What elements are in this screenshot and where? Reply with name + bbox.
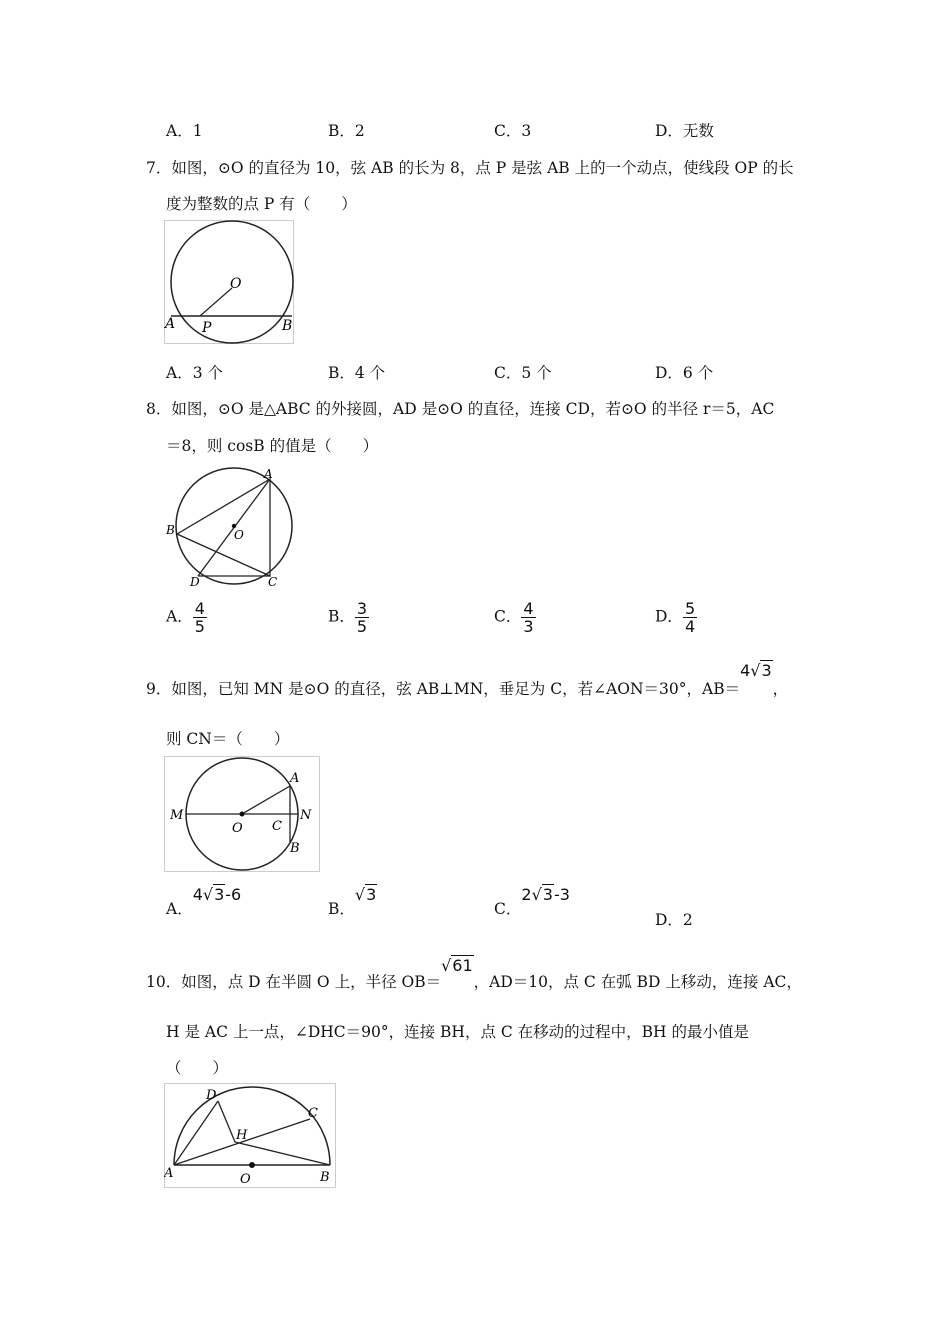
q10-stem-end: ，AD＝10，点 C 在弧 BD 上移动，连接 AC， xyxy=(473,973,802,991)
q10-stem-line1 xyxy=(146,956,802,992)
q8-label-a: A xyxy=(264,467,273,481)
q7-stem-line1: 7．如图，⊙O 的直径为 10，弦 AB 的长为 8，点 P 是弦 AB 上的一个动点，使线段 OP 的长 xyxy=(146,159,794,177)
q8-stem-line1: 8．如图，⊙O 是△ABC 的外接圆，AD 是⊙O 的直径，连接 CD，若⊙O 的半径 r＝5，AC xyxy=(146,400,775,418)
q10-label-b: B xyxy=(320,1170,330,1185)
q9-label-m: M xyxy=(170,808,184,823)
tail: -3 xyxy=(553,885,570,904)
q9-label-b: B xyxy=(290,841,300,856)
q8-label-o: O xyxy=(234,528,244,542)
q9-ab-value: 4√3 xyxy=(740,661,772,680)
q8-label-b: B xyxy=(166,523,175,537)
denominator: 4 xyxy=(684,617,696,636)
q9-stem-line1 xyxy=(146,661,789,699)
q6-option-b[interactable]: B．2 xyxy=(328,122,365,140)
q9-stem-end: ， xyxy=(772,680,789,698)
q7-option-c[interactable]: C．5 个 xyxy=(494,364,552,382)
numerator: 3 xyxy=(356,599,368,618)
coefficient: 2 xyxy=(521,885,532,904)
q7-label-o: O xyxy=(230,276,242,292)
denominator: 3 xyxy=(523,617,534,636)
q10-stem-line2: H 是 AC 上一点，∠DHC＝90°，连接 BH，点 C 在移动的过程中，BH 的最小值是 xyxy=(166,1023,750,1041)
q9-label-o: O xyxy=(232,821,243,836)
q7-label-b: B xyxy=(282,318,293,334)
option-value: 2√3-3 xyxy=(521,885,570,904)
q10-label-c: C xyxy=(308,1106,318,1121)
q9-option-c[interactable] xyxy=(494,885,570,919)
option-value: √3 xyxy=(354,885,377,904)
q8-option-d[interactable] xyxy=(655,600,697,635)
q8-option-c[interactable] xyxy=(494,600,536,635)
fraction xyxy=(683,600,697,635)
q9-stem-text: 9．如图，已知 MN 是⊙O 的直径，弦 AB⊥MN，垂足为 C，若∠AON＝30°，AB＝ xyxy=(146,680,741,698)
denominator: 5 xyxy=(194,617,205,636)
coefficient: 4 xyxy=(192,885,203,904)
radicand: 3 xyxy=(366,885,377,904)
option-prefix: C． xyxy=(494,607,522,626)
q8-figure xyxy=(164,466,296,588)
q8-option-a[interactable] xyxy=(166,600,207,635)
q9-label-c: C xyxy=(272,819,282,834)
q9-stem-line2: 则 CN＝（ ） xyxy=(166,730,290,748)
option-prefix: A． xyxy=(166,900,193,918)
radicand: 3 xyxy=(542,885,553,904)
q8-label-d: D xyxy=(190,575,200,588)
q7-option-a[interactable]: A．3 个 xyxy=(166,364,223,382)
q9-label-a: A xyxy=(290,771,300,786)
q7-option-b[interactable]: B．4 个 xyxy=(328,364,386,382)
q9-option-b[interactable] xyxy=(328,885,377,919)
q9-option-d[interactable]: D．2 xyxy=(655,911,693,929)
option-prefix: B． xyxy=(328,607,355,626)
denominator: 5 xyxy=(356,617,368,636)
option-prefix: A． xyxy=(166,607,193,626)
option-prefix: C． xyxy=(494,900,522,918)
fraction xyxy=(193,600,207,635)
numerator: 5 xyxy=(684,599,696,618)
q9-figure xyxy=(164,756,320,872)
fraction xyxy=(521,600,535,635)
q10-ob-value: √61 xyxy=(441,956,473,975)
q7-figure xyxy=(164,220,294,344)
option-prefix: B． xyxy=(328,900,355,918)
q8-option-b[interactable] xyxy=(328,600,369,635)
q8-stem-line2: ＝8，则 cosB 的值是（ ） xyxy=(166,437,379,455)
radicand: 61 xyxy=(452,956,473,975)
q10-label-h: H xyxy=(236,1128,248,1143)
option-value: 4√3-6 xyxy=(192,885,242,904)
coefficient: 4 xyxy=(740,661,751,680)
radicand: 3 xyxy=(761,661,772,680)
q7-label-p: P xyxy=(202,320,212,336)
q8-label-c: C xyxy=(268,575,278,588)
numerator: 4 xyxy=(523,599,534,618)
q6-option-d[interactable]: D．无数 xyxy=(655,122,714,140)
q10-stem-line3: （ ） xyxy=(166,1059,229,1077)
tail: -6 xyxy=(225,885,242,904)
q10-stem-text: 10．如图，点 D 在半圆 O 上，半径 OB＝ xyxy=(146,973,442,991)
fraction xyxy=(355,600,369,635)
q7-option-d[interactable]: D．6 个 xyxy=(655,364,714,382)
radicand: 3 xyxy=(214,885,225,904)
q10-label-o: O xyxy=(240,1172,251,1187)
q10-figure xyxy=(164,1083,336,1188)
numerator: 4 xyxy=(194,599,205,618)
q9-label-n: N xyxy=(300,808,312,823)
q7-stem-line2: 度为整数的点 P 有（ ） xyxy=(166,195,357,213)
q7-label-a: A xyxy=(165,316,176,332)
q6-option-c[interactable]: C．3 xyxy=(494,122,532,140)
option-prefix: D． xyxy=(655,607,683,626)
q9-option-a[interactable] xyxy=(166,885,242,919)
q6-option-a[interactable]: A．1 xyxy=(166,122,203,140)
q10-label-a: A xyxy=(164,1166,174,1181)
q10-label-d: D xyxy=(206,1088,217,1103)
